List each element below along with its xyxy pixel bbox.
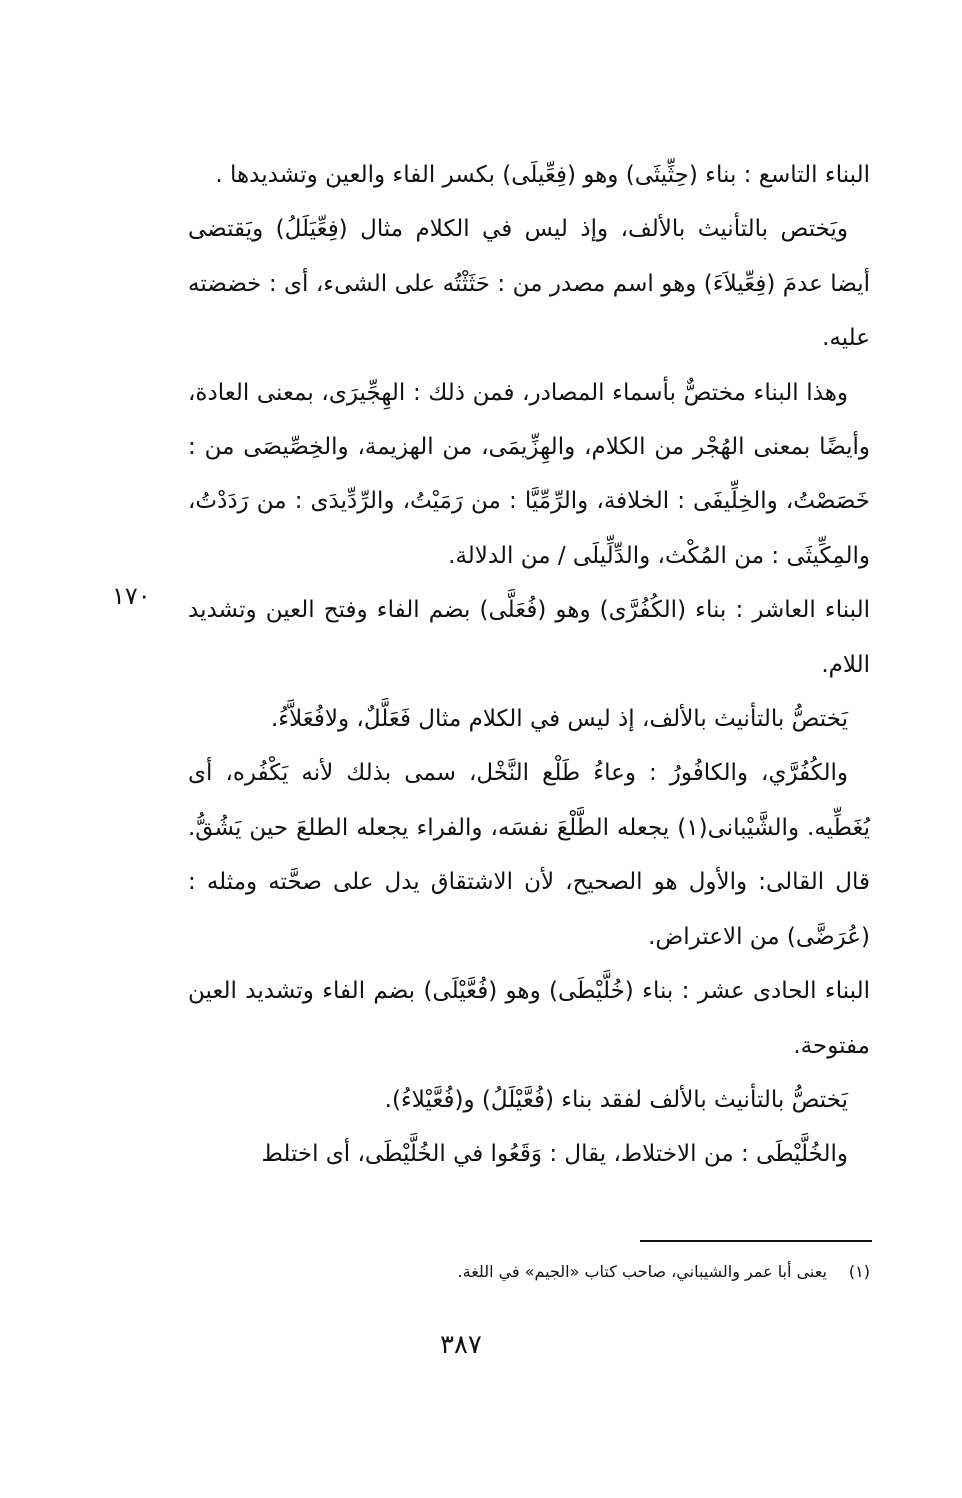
paragraph: يَختصُّ بالتأنيث بالألف لفقد بناء (فُعَّيْلَلُ) و(فُعَّيْلاءُ). [384,1086,848,1113]
paragraph: وهذا البناء مختصٌّ بأسماء المصادر، فمن ذلك : الهِجِّيرَى، بمعنى العادة، وأيضًا بمعنى الهُجْر من الكلام، والهِزِّيمَى، من الهزيمة، والخِصِّيصَى من : خَصَصْتُ، والخِلِّيفَى : الخلافة، والرِّمِّيَّا : من رَمَيْتُ، والرِّدِّيدَى : من رَدَدْتُ، والمِكِّيثَى : من المُكْث، والدِّلِّيلَى / من الدلالة. [188,379,870,569]
paragraph: البناء التاسع : بناء (حِثِّيثَى) وهو (فِعِّيلَى) بكسر الفاء والعين وتشديدها . [215,162,870,188]
paragraph: ويَختص بالتأنيث بالألف، وإذ ليس في الكلام مثال (فِعِّيَلَلُ) ويَقتضى أيضا عدمَ (فِعِّيلاَءَ) وهو اسم مصدر من : حَثَثْتُه على الشىء، أى : خضضته عليه. [188,216,870,352]
page-number: ٣٨٧ [440,1330,482,1360]
paragraph: البناء العاشر : بناء (الكُفُرَّى) وهو (فُعَلَّى) بضم الفاء وفتح العين وتشديد اللام. [188,597,870,678]
footnote-marker: (١) [848,1262,870,1281]
footnote [310,1262,870,1281]
footnote-divider [640,1240,872,1242]
footnote-text: يعنى أبا عمر والشيباني، صاحب كتاب «الجيم» في اللغة. [457,1262,827,1281]
paragraph: البناء الحادى عشر : بناء (خُلَّيْطَى) وهو (فُعَّيْلَى) بضم الفاء وتشديد العين مفتوحة. [188,978,870,1059]
margin-page-reference: ١٧٠ [112,582,151,610]
paragraph: والخُلَّيْطَى : من الاختلاط، يقال : وَقَعُوا في الخُلَّيْطَى، أى اختلط [261,1141,848,1168]
paragraph: والكُفُرَّي، والكافُورُ : وعاءُ طَلْع النَّخْل، سمى بذلك لأنه يَكْفُره، أى يُغَطِّيه. والشَّيْبانى(١) يجعله الطَّلْعَ نفسَه، والفراء يجعله الطلعَ حين يَشُقُّ. قال القالى: والأول هو الصحيح، لأن الاشتقاق يدل على صحَّته ومثله : (عُرَضَّى) من الاعتراض. [188,760,870,950]
paragraph: يَختصُّ بالتأنيث بالألف، إذ ليس في الكلام مثال فَعَلَّلٌ، ولافُعَلاَّءُ. [270,706,848,733]
main-text [188,148,870,1182]
